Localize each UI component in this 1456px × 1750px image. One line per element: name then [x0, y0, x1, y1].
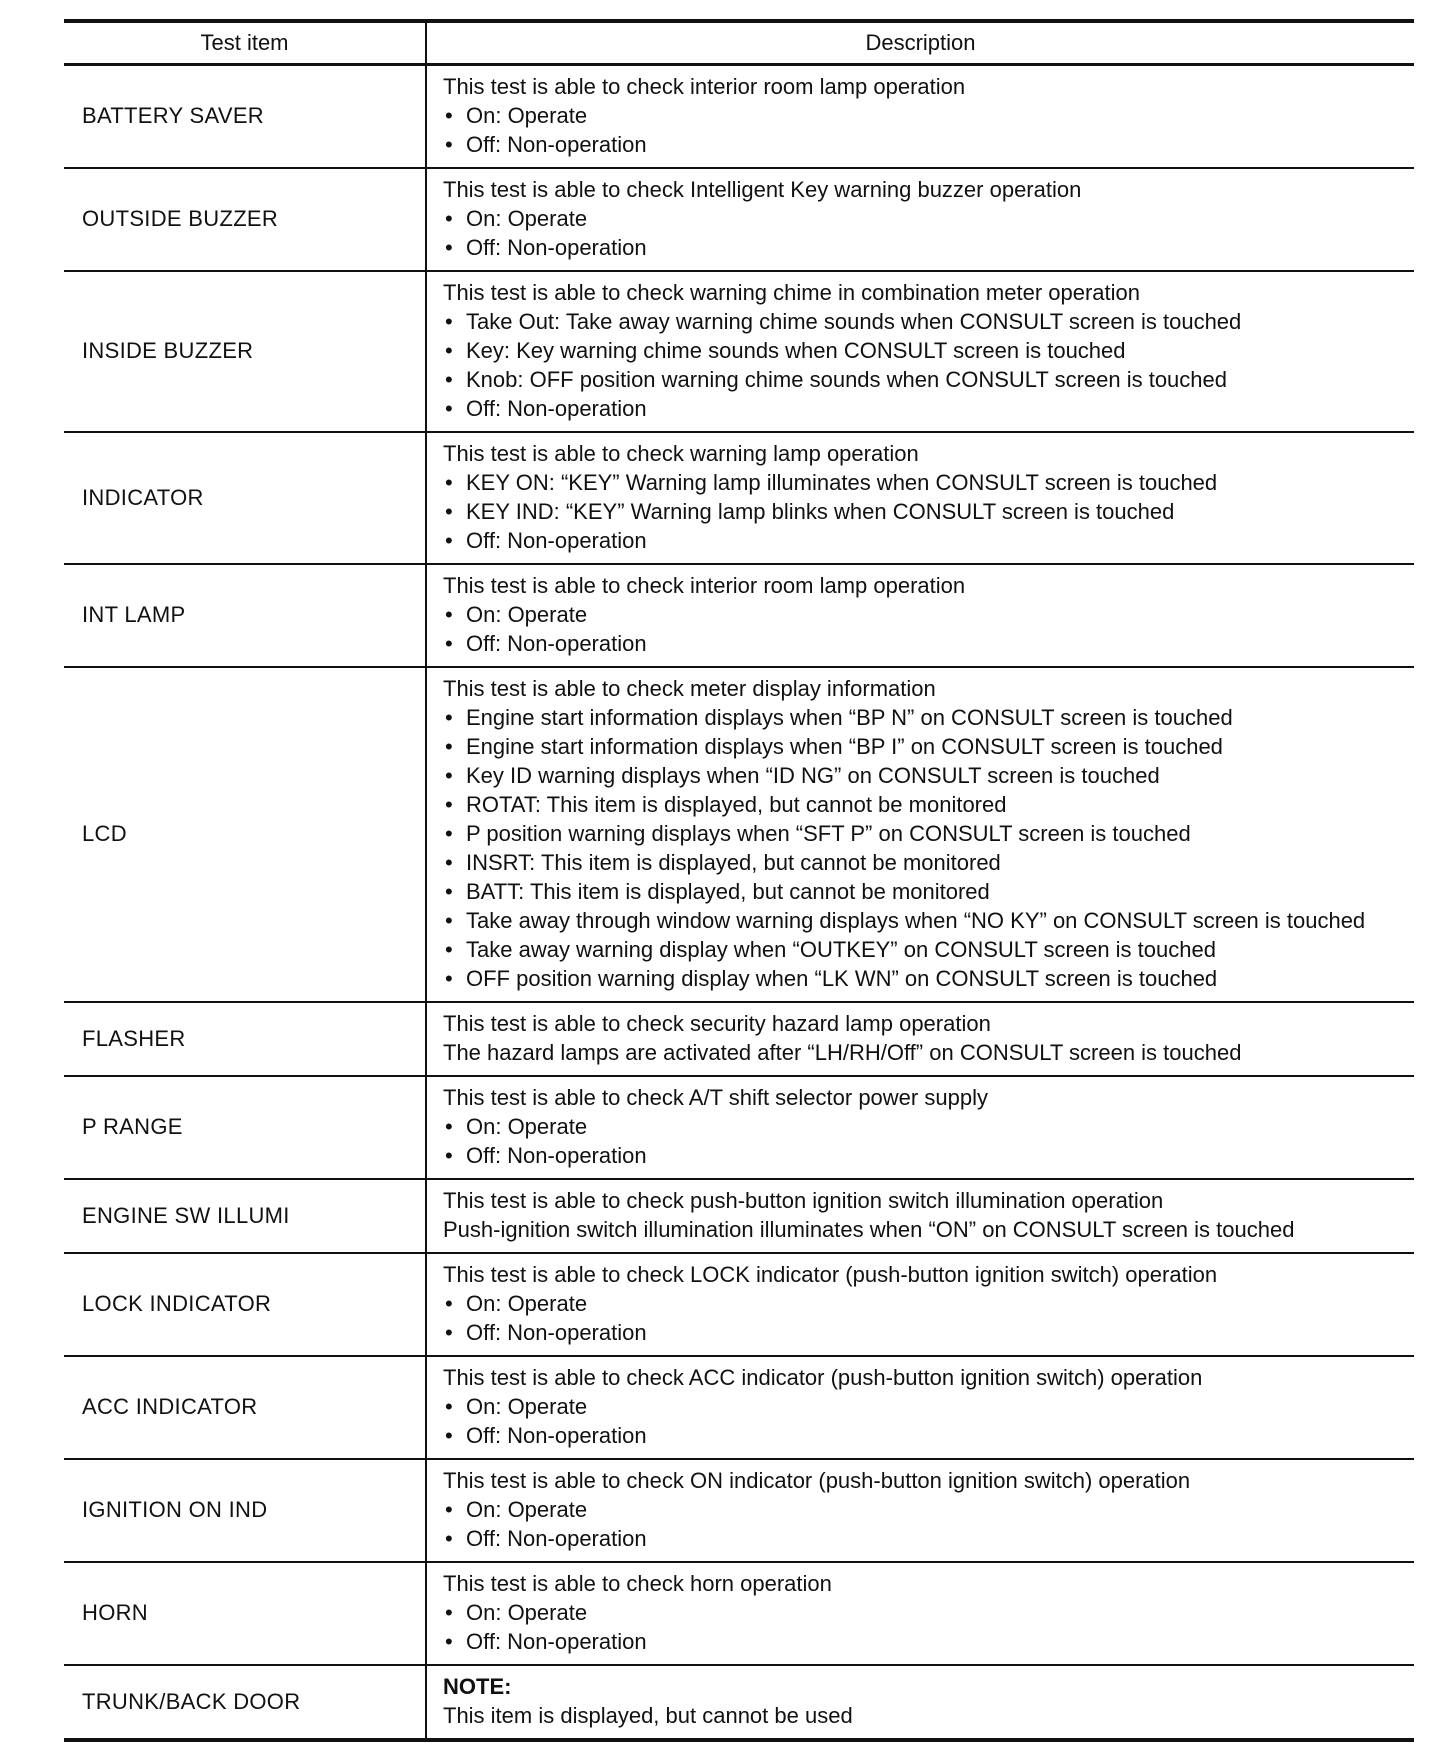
active-test-table — [64, 19, 1414, 1742]
bullet-item: • Off: Non-operation — [443, 629, 1404, 658]
description-cell — [426, 1179, 1414, 1253]
bullet-item: • Off: Non-operation — [443, 1318, 1404, 1347]
description-cell — [426, 65, 1414, 169]
table-row — [64, 1076, 1414, 1179]
description-line: This test is able to check warning chime in combination meter operation — [443, 280, 1141, 305]
bullet-item: • On: Operate — [443, 1289, 1404, 1318]
table-row — [64, 168, 1414, 271]
table-row — [64, 1356, 1414, 1459]
test-item-cell: LCD — [64, 667, 426, 1002]
description-cell — [426, 1076, 1414, 1179]
test-item-cell: HORN — [64, 1562, 426, 1665]
test-item-cell: BATTERY SAVER — [64, 65, 426, 169]
bullet-list — [443, 204, 1404, 262]
description-line: This test is able to check warning lamp operation — [443, 441, 919, 466]
bullet-item: • Off: Non-operation — [443, 1141, 1404, 1170]
description-line: Push-ignition switch illumination illuminates when “ON” on CONSULT screen is touched — [443, 1217, 1295, 1242]
bullet-item: • Knob: OFF position warning chime sounds when CONSULT screen is touched — [443, 365, 1404, 394]
test-item-cell: TRUNK/BACK DOOR — [64, 1665, 426, 1740]
table-row — [64, 432, 1414, 564]
test-item-cell: ACC INDICATOR — [64, 1356, 426, 1459]
test-item-cell: INSIDE BUZZER — [64, 271, 426, 432]
bullet-list — [443, 1495, 1404, 1553]
description-line: This test is able to check interior room lamp operation — [443, 74, 966, 99]
table-header — [64, 21, 1414, 65]
bullet-item: • Engine start information displays when “BP N” on CONSULT screen is touched — [443, 703, 1404, 732]
bullet-item: • Key: Key warning chime sounds when CONSULT screen is touched — [443, 336, 1404, 365]
test-item-cell: FLASHER — [64, 1002, 426, 1076]
description-line: This test is able to check horn operation — [443, 1571, 832, 1596]
test-item-cell: OUTSIDE BUZZER — [64, 168, 426, 271]
test-item-cell: ENGINE SW ILLUMI — [64, 1179, 426, 1253]
description-line: This test is able to check meter display information — [443, 676, 936, 701]
description-cell — [426, 1665, 1414, 1740]
bullet-list — [443, 1392, 1404, 1450]
test-item-cell: INDICATOR — [64, 432, 426, 564]
bullet-item: • On: Operate — [443, 1598, 1404, 1627]
bullet-item: • Off: Non-operation — [443, 233, 1404, 262]
bullet-item: • KEY ON: “KEY” Warning lamp illuminates when CONSULT screen is touched — [443, 468, 1404, 497]
bullet-item: • On: Operate — [443, 600, 1404, 629]
bullet-item: • On: Operate — [443, 101, 1404, 130]
bullet-list — [443, 703, 1404, 993]
bullet-list — [443, 600, 1404, 658]
header-test-item: Test item — [64, 21, 426, 65]
bullet-item: • ROTAT: This item is displayed, but cannot be monitored — [443, 790, 1404, 819]
bullet-item: • Off: Non-operation — [443, 526, 1404, 555]
bullet-item: • On: Operate — [443, 1495, 1404, 1524]
bullet-item: • On: Operate — [443, 1392, 1404, 1421]
bullet-item: • Take Out: Take away warning chime sounds when CONSULT screen is touched — [443, 307, 1404, 336]
bullet-list — [443, 101, 1404, 159]
bullet-item: • Take away warning display when “OUTKEY” on CONSULT screen is touched — [443, 935, 1404, 964]
bullet-item: • Key ID warning displays when “ID NG” on CONSULT screen is touched — [443, 761, 1404, 790]
table-row — [64, 667, 1414, 1002]
description-cell — [426, 564, 1414, 667]
description-line: This test is able to check Intelligent Key warning buzzer operation — [443, 177, 1082, 202]
bullet-list — [443, 468, 1404, 555]
bullet-item: • On: Operate — [443, 204, 1404, 233]
active-test-table-container — [64, 19, 1414, 1742]
bullet-list — [443, 1112, 1404, 1170]
table-row — [64, 1459, 1414, 1562]
bullet-list — [443, 307, 1404, 423]
bullet-item: • Off: Non-operation — [443, 394, 1404, 423]
table-row — [64, 271, 1414, 432]
description-cell — [426, 1562, 1414, 1665]
description-line: This test is able to check push-button ignition switch illumination operation — [443, 1188, 1164, 1213]
bullet-list — [443, 1598, 1404, 1656]
description-cell — [426, 271, 1414, 432]
description-cell — [426, 1356, 1414, 1459]
bullet-item: • OFF position warning display when “LK WN” on CONSULT screen is touched — [443, 964, 1404, 993]
description-line: This test is able to check security hazard lamp operation — [443, 1011, 991, 1036]
bullet-item: • INSRT: This item is displayed, but cannot be monitored — [443, 848, 1404, 877]
table-body — [64, 65, 1414, 1741]
bullet-item: • Take away through window warning displays when “NO KY” on CONSULT screen is touched — [443, 906, 1404, 935]
bullet-list — [443, 1289, 1404, 1347]
test-item-cell: IGNITION ON IND — [64, 1459, 426, 1562]
test-item-cell: INT LAMP — [64, 564, 426, 667]
table-row — [64, 1179, 1414, 1253]
bullet-item: • Engine start information displays when “BP I” on CONSULT screen is touched — [443, 732, 1404, 761]
table-row — [64, 1253, 1414, 1356]
test-item-cell: LOCK INDICATOR — [64, 1253, 426, 1356]
description-cell — [426, 432, 1414, 564]
description-cell — [426, 667, 1414, 1002]
bullet-item: • On: Operate — [443, 1112, 1404, 1141]
description-line: This test is able to check LOCK indicator (push-button ignition switch) operation — [443, 1262, 1218, 1287]
description-cell — [426, 1002, 1414, 1076]
bullet-item: • Off: Non-operation — [443, 1421, 1404, 1450]
description-line: This item is displayed, but cannot be used — [443, 1703, 853, 1728]
table-row — [64, 564, 1414, 667]
bullet-item: • KEY IND: “KEY” Warning lamp blinks when CONSULT screen is touched — [443, 497, 1404, 526]
description-line: This test is able to check interior room lamp operation — [443, 573, 966, 598]
header-row — [64, 21, 1414, 65]
description-line: This test is able to check A/T shift selector power supply — [443, 1085, 988, 1110]
header-description: Description — [865, 30, 976, 55]
bullet-item: • Off: Non-operation — [443, 130, 1404, 159]
bullet-item: • Off: Non-operation — [443, 1627, 1404, 1656]
description-line: This test is able to check ACC indicator (push-button ignition switch) operation — [443, 1365, 1203, 1390]
description-cell — [426, 1253, 1414, 1356]
table-row — [64, 65, 1414, 169]
table-row — [64, 1562, 1414, 1665]
bullet-item: • BATT: This item is displayed, but cannot be monitored — [443, 877, 1404, 906]
description-line: The hazard lamps are activated after “LH/RH/Off” on CONSULT screen is touched — [443, 1040, 1242, 1065]
test-item-cell: P RANGE — [64, 1076, 426, 1179]
bullet-item: • P position warning displays when “SFT P” on CONSULT screen is touched — [443, 819, 1404, 848]
bullet-item: • Off: Non-operation — [443, 1524, 1404, 1553]
description-line: This test is able to check ON indicator (push-button ignition switch) operation — [443, 1468, 1191, 1493]
table-row — [64, 1002, 1414, 1076]
description-cell — [426, 168, 1414, 271]
description-cell — [426, 1459, 1414, 1562]
note-label: NOTE: — [443, 1674, 512, 1699]
table-row — [64, 1665, 1414, 1740]
